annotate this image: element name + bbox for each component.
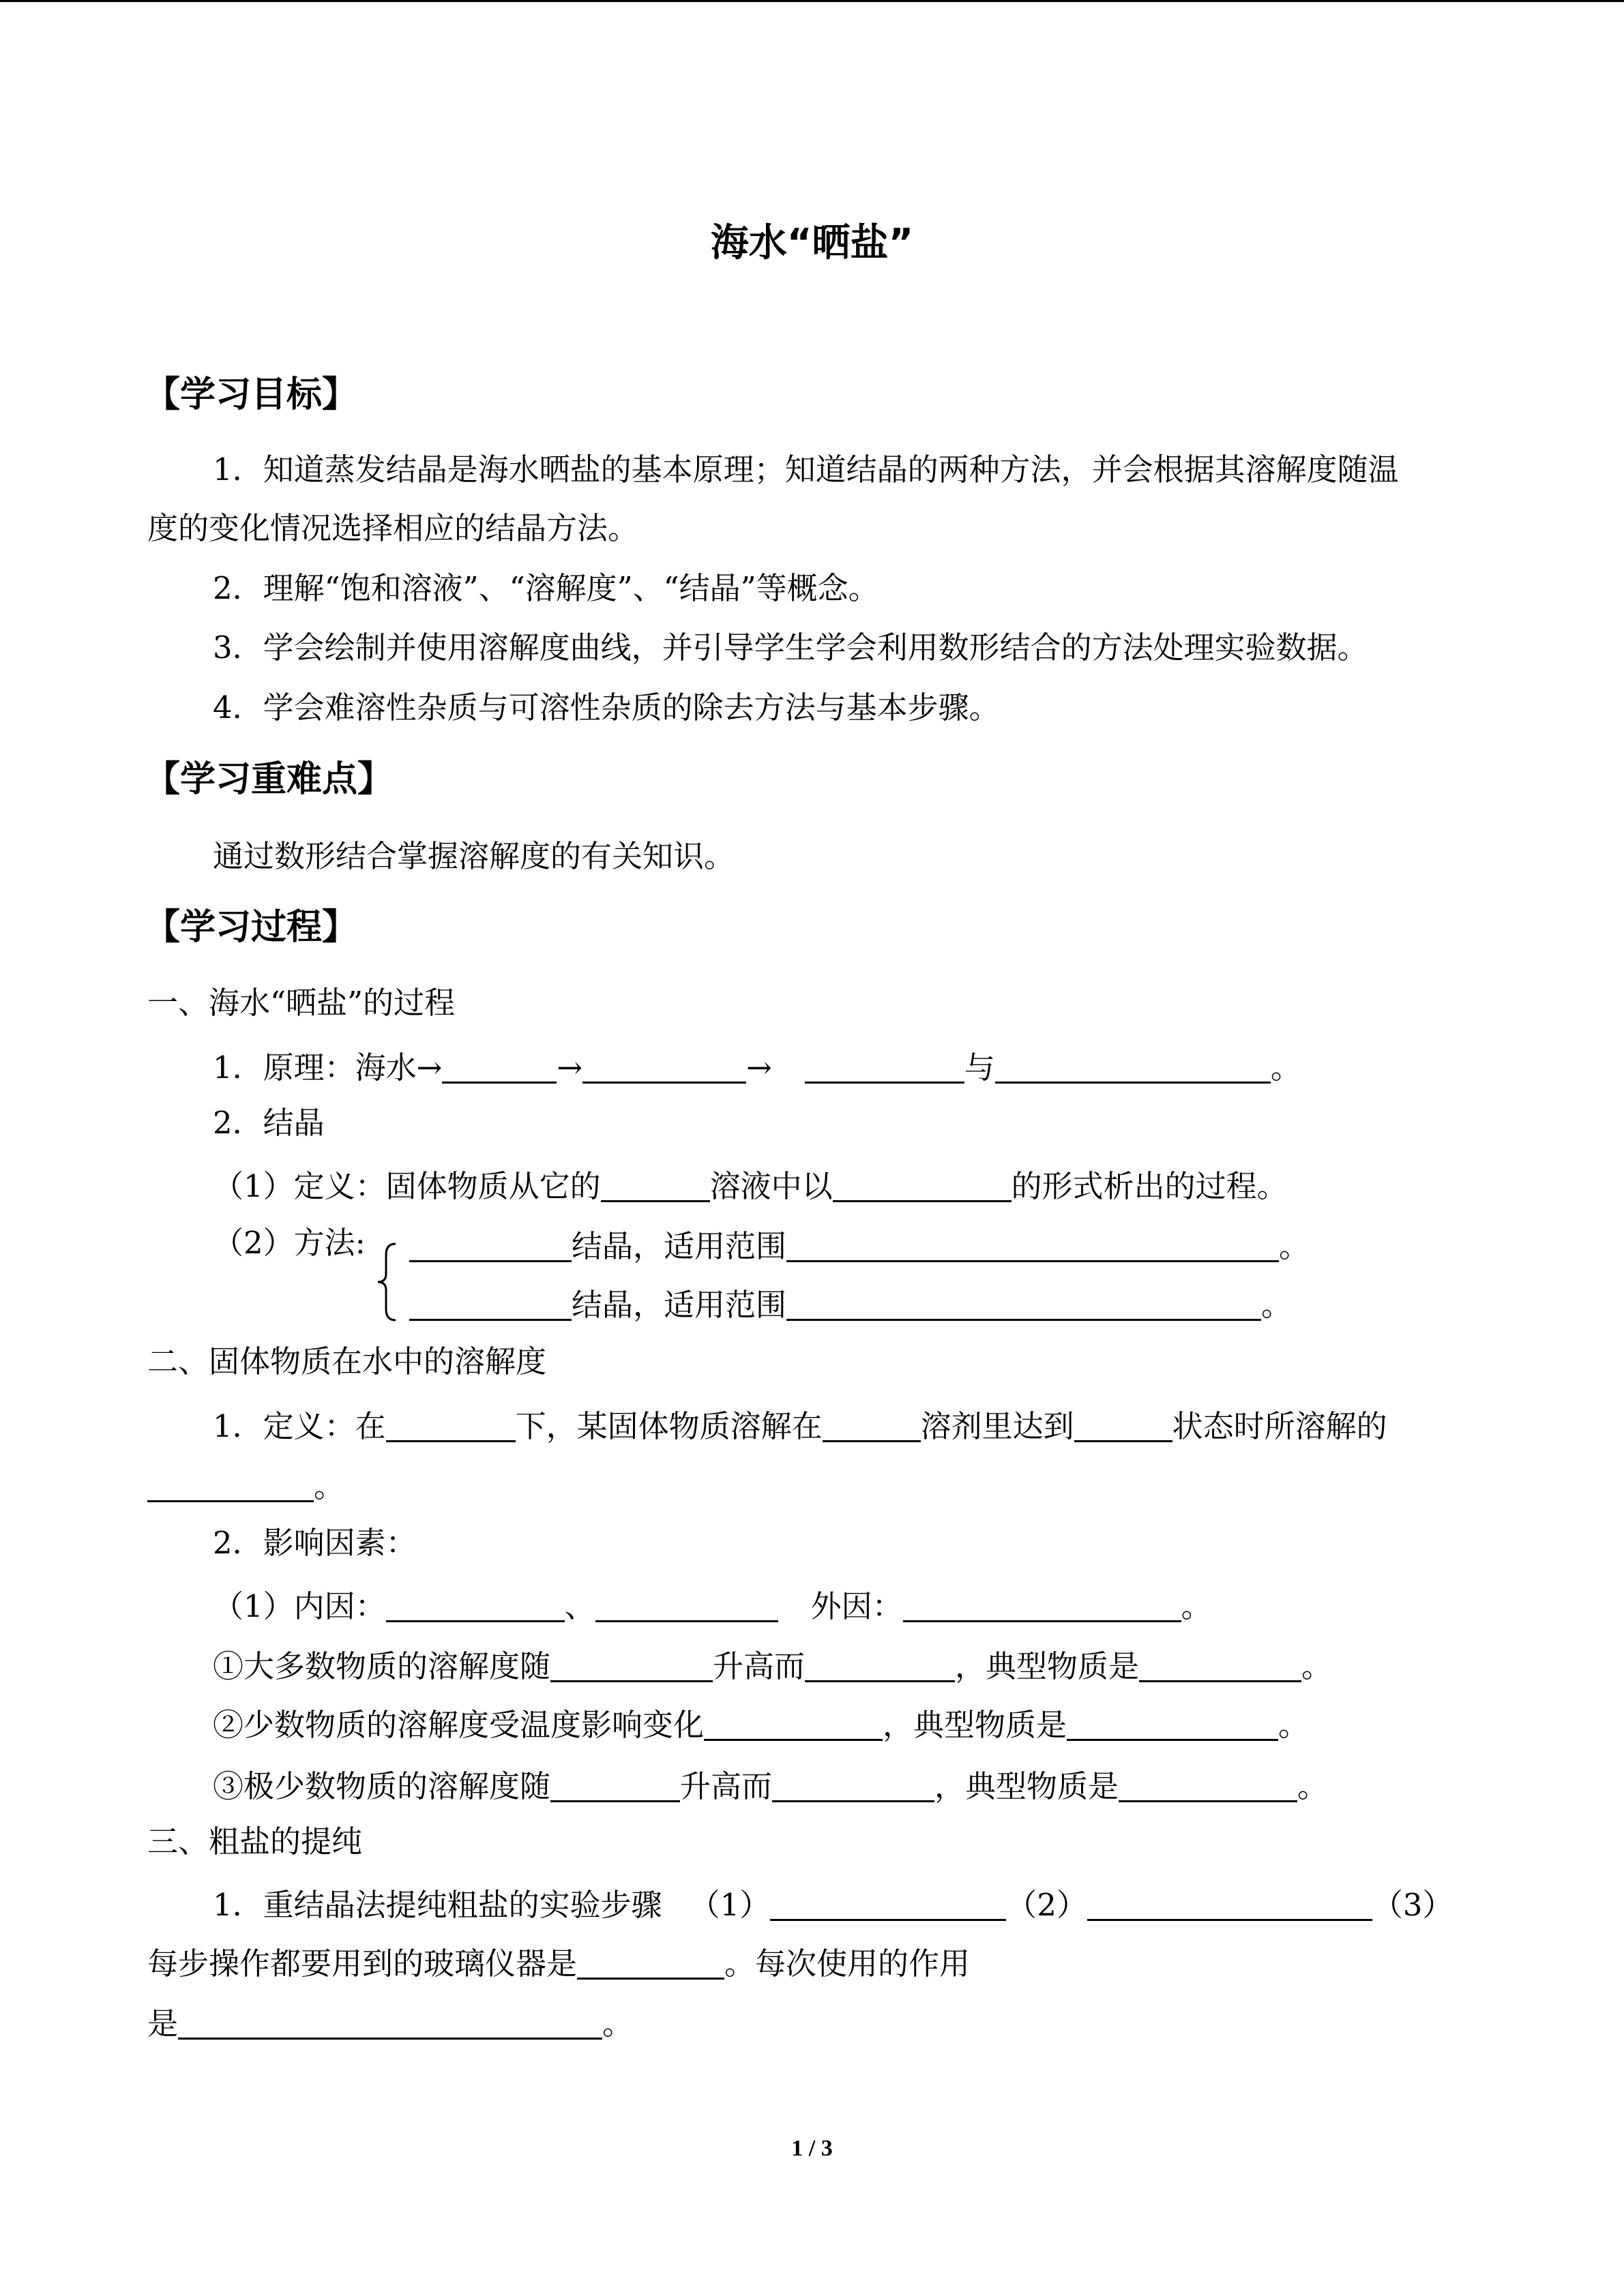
period: 。 — [1261, 1287, 1293, 1323]
objective-2: 2．理解“饱和溶液”、“溶解度”、“结晶”等概念。 — [213, 570, 879, 606]
blank-step-2[interactable] — [1087, 1886, 1372, 1921]
typical-3: ，典型物质是 — [934, 1768, 1119, 1804]
steps-label: 1．重结晶法提纯粗盐的实验步骤 — [213, 1887, 662, 1923]
blank-internal-1[interactable] — [386, 1587, 565, 1622]
blank-rule-3b[interactable] — [772, 1768, 934, 1802]
internal-label: （1）内因： — [213, 1588, 386, 1624]
factors-label: 2．影响因素： — [213, 1525, 417, 1561]
period: 。 — [1301, 1648, 1333, 1684]
blank-glassware[interactable] — [577, 1945, 724, 1980]
page-number: 1 / 3 — [791, 2136, 833, 2161]
typical-2: ，典型物质是 — [883, 1707, 1067, 1743]
blank-step-1[interactable] — [770, 1886, 1006, 1921]
blank-rule-2a[interactable] — [704, 1706, 883, 1741]
blank-def-1[interactable] — [601, 1167, 710, 1202]
part1-heading: 一、海水“晒盐”的过程 — [147, 985, 456, 1021]
period: 。 — [1270, 1049, 1301, 1086]
arrow-1: → — [416, 1049, 443, 1086]
top-border — [0, 0, 1624, 2]
blank-sol-1[interactable] — [386, 1407, 516, 1442]
rule-3 — [213, 1768, 1328, 1802]
period: 。 — [314, 1468, 345, 1504]
part3-heading: 三、粗盐的提纯 — [147, 1823, 363, 1860]
rule-1 — [213, 1648, 1332, 1682]
arrow-2: → — [557, 1049, 583, 1086]
sol-def-b: 下，某固体物质溶解在 — [515, 1408, 823, 1444]
factors-line — [213, 1587, 1212, 1622]
step-3-label: （3） — [1372, 1887, 1453, 1923]
external-label: 外因： — [810, 1588, 903, 1624]
rule-2-a: ②少数物质的溶解度受温度影响变化 — [213, 1707, 705, 1743]
step-1-label: （1） — [689, 1887, 771, 1923]
principle-label: 1．原理：海水 — [213, 1049, 417, 1086]
period: 。 — [1297, 1768, 1329, 1804]
blank-rule-3a[interactable] — [550, 1768, 680, 1802]
objective-1-cont: 度的变化情况选择相应的结晶方法。 — [147, 510, 639, 546]
blank-principle-3[interactable] — [805, 1049, 964, 1084]
blank-def-2[interactable] — [833, 1167, 1012, 1202]
rule-2 — [213, 1706, 1309, 1741]
sol-def-c: 溶剂里达到 — [920, 1408, 1074, 1444]
rule-1-b: 升高而 — [713, 1648, 806, 1684]
sol-def-a: 1．定义：在 — [213, 1408, 386, 1444]
blank-internal-2[interactable] — [595, 1587, 778, 1622]
objectives-heading: 【学习目标】 — [145, 374, 358, 415]
glassware-b: 。每次使用的作用 — [724, 1945, 971, 1982]
key-points-heading: 【学习重难点】 — [145, 759, 394, 800]
blank-sol-4[interactable] — [147, 1467, 314, 1502]
key-points-text: 通过数形结合掌握溶解度的有关知识。 — [213, 838, 735, 874]
arrow-3: → — [746, 1049, 772, 1086]
method-label: （2）方法: — [213, 1225, 366, 1261]
def-text-b: 溶液中以 — [709, 1168, 833, 1204]
method-1 — [409, 1227, 1310, 1262]
solubility-definition — [213, 1407, 1387, 1442]
period: 。 — [1278, 1707, 1310, 1743]
blank-rule-3c[interactable] — [1119, 1768, 1297, 1802]
method-1-text: 结晶，适用范围 — [572, 1228, 787, 1264]
principle-line — [213, 1049, 1301, 1084]
blank-method-2[interactable] — [409, 1286, 572, 1321]
blank-method-2-range[interactable] — [786, 1286, 1261, 1321]
blank-method-1[interactable] — [409, 1227, 572, 1262]
blank-sol-3[interactable] — [1074, 1407, 1172, 1442]
typical-1: ，典型物质是 — [955, 1648, 1140, 1684]
blank-principle-2[interactable] — [582, 1049, 746, 1084]
blank-principle-4[interactable] — [995, 1049, 1271, 1084]
steps-line — [213, 1886, 1453, 1921]
purpose-label: 是 — [147, 2006, 179, 2042]
objective-1: 1．知道蒸发结晶是海水晒盐的基本原理；知道结晶的两种方法，并会根据其溶解度随温 — [213, 451, 1399, 488]
blank-principle-1[interactable] — [442, 1049, 557, 1084]
objective-4: 4．学会难溶性杂质与可溶性杂质的除去方法与基本步骤。 — [213, 689, 1000, 726]
blank-rule-1b[interactable] — [805, 1648, 955, 1682]
crystal-definition — [213, 1167, 1288, 1202]
crystal-label: 2．结晶 — [213, 1105, 325, 1141]
rule-1-a: ①大多数物质的溶解度随 — [213, 1648, 551, 1684]
solubility-definition-cont — [147, 1467, 344, 1502]
method-2 — [409, 1286, 1292, 1321]
sol-def-d: 状态时所溶解的 — [1172, 1408, 1387, 1444]
glassware-a: 每步操作都要用到的玻璃仪器是 — [147, 1945, 578, 1982]
rule-3-b: 升高而 — [680, 1768, 773, 1804]
blank-sol-2[interactable] — [823, 1407, 921, 1442]
blank-rule-2b[interactable] — [1067, 1706, 1278, 1741]
rule-3-a: ③极少数物质的溶解度随 — [213, 1768, 551, 1804]
blank-rule-1a[interactable] — [550, 1648, 713, 1682]
part2-heading: 二、固体物质在水中的溶解度 — [147, 1343, 547, 1380]
blank-method-1-range[interactable] — [786, 1227, 1279, 1262]
and-text: 与 — [964, 1049, 995, 1086]
glassware-line — [147, 1945, 970, 1980]
page-title: 海水“晒盐” — [710, 221, 914, 265]
def-text-c: 的形式析出的过程。 — [1011, 1168, 1288, 1204]
process-heading: 【学习过程】 — [145, 907, 358, 948]
purpose-line — [147, 2005, 633, 2040]
blank-rule-1c[interactable] — [1139, 1648, 1301, 1682]
period: 。 — [1279, 1228, 1310, 1264]
def-text-a: （1）定义：固体物质从它的 — [213, 1168, 601, 1204]
separator: 、 — [564, 1588, 595, 1624]
left-brace-icon — [374, 1241, 401, 1323]
blank-purpose[interactable] — [178, 2005, 602, 2040]
method-2-text: 结晶，适用范围 — [572, 1287, 787, 1323]
period: 。 — [1181, 1588, 1212, 1624]
step-2-label: （2） — [1006, 1887, 1087, 1923]
period: 。 — [602, 2006, 634, 2042]
objective-3: 3．学会绘制并使用溶解度曲线，并引导学生学会利用数形结合的方法处理实验数据。 — [213, 629, 1368, 666]
blank-external[interactable] — [903, 1587, 1181, 1622]
